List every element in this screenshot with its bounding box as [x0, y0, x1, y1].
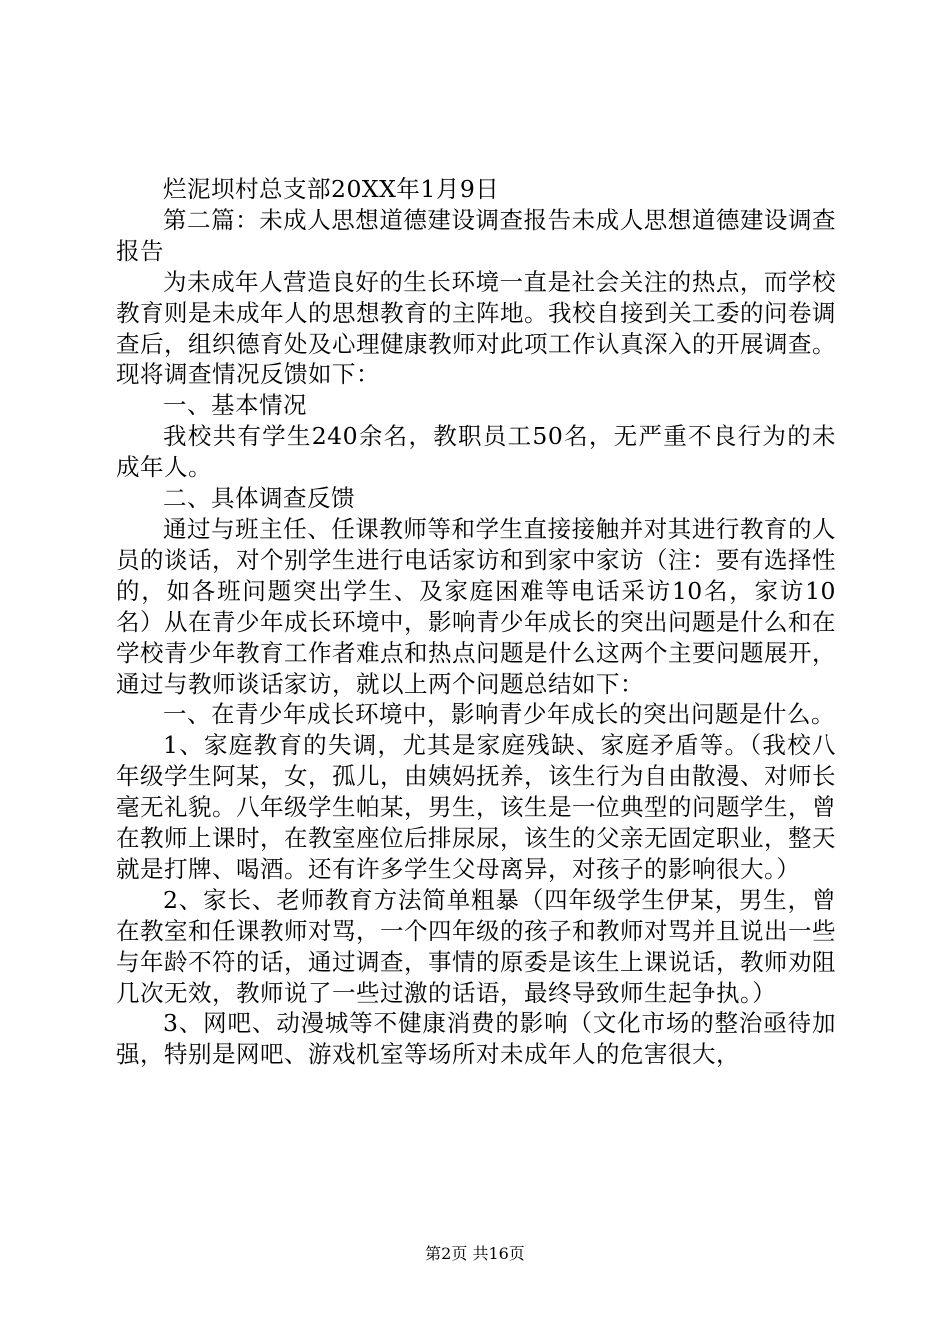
point-teaching-methods: 2、家长、老师教育方法简单粗暴（四年级学生伊某，男生，曾在教室和任课教师对骂，一个四年级的孩子和教师对骂并且说出一些与年龄不符的话，通过调查，事情的原委是该生上课说话，教师劝阻几次无效，教师说了一些过激的话语，最终导致师生起争执。）	[116, 885, 836, 1007]
survey-method-paragraph: 通过与班主任、任课教师等和学生直接接触并对其进行教育的人员的谈话，对个别学生进行电话家访和到家中家访（注：要有选择性的，如各班问题突出学生、及家庭困难等电话采访10名，家访10名）从在青少年成长环境中，影响青少年成长的突出问题是什么和在学校青少年教育工作者难点和热点问题是什么这两个主要问题展开，通过与教师谈话家访，就以上两个问题总结如下：	[116, 514, 836, 698]
basic-situation-paragraph: 我校共有学生240余名，教职员工50名，无严重不良行为的未成年人。	[116, 422, 836, 482]
intro-paragraph: 为未成年人营造良好的生长环境一直是社会关注的热点，而学校教育则是未成年人的思想教育的主阵地。我校自接到关工委的问卷调查后，组织德育处及心理健康教师对此项工作认真深入的开展调查。现将调查情况反馈如下：	[116, 267, 836, 389]
heading-problem-one: 一、在青少年成长环境中，影响青少年成长的突出问题是什么。	[163, 700, 835, 729]
page-number-footer: 第2页 共16页	[425, 1244, 525, 1263]
signature-line: 烂泥坝村总支部20XX年1月9日	[163, 175, 500, 203]
document-body	[116, 174, 836, 1070]
heading-basic-situation: 一、基本情况	[163, 391, 307, 420]
point-internet-cafes: 3、网吧、动漫城等不健康消费的影响（文化市场的整治亟待加强，特别是网吧、游戏机室等场所对未成年人的危害很大，	[116, 1009, 836, 1069]
section-title: 第二篇：未成人思想道德建设调查报告未成人思想道德建设调查报告	[116, 205, 836, 265]
point-family-education: 1、家庭教育的失调，尤其是家庭残缺、家庭矛盾等。（我校八年级学生阿某，女，孤儿，由姨妈抚养，该生行为自由散漫、对师长毫无礼貌。八年级学生帕某，男生，该生是一位典型的问题学生，曾在教师上课时，在教室座位后排尿尿，该生的父亲无固定职业，整天就是打牌、喝酒。还有许多学生父母离异，对孩子的影响很大。）	[116, 731, 836, 883]
heading-survey-feedback: 二、具体调查反馈	[163, 484, 355, 513]
